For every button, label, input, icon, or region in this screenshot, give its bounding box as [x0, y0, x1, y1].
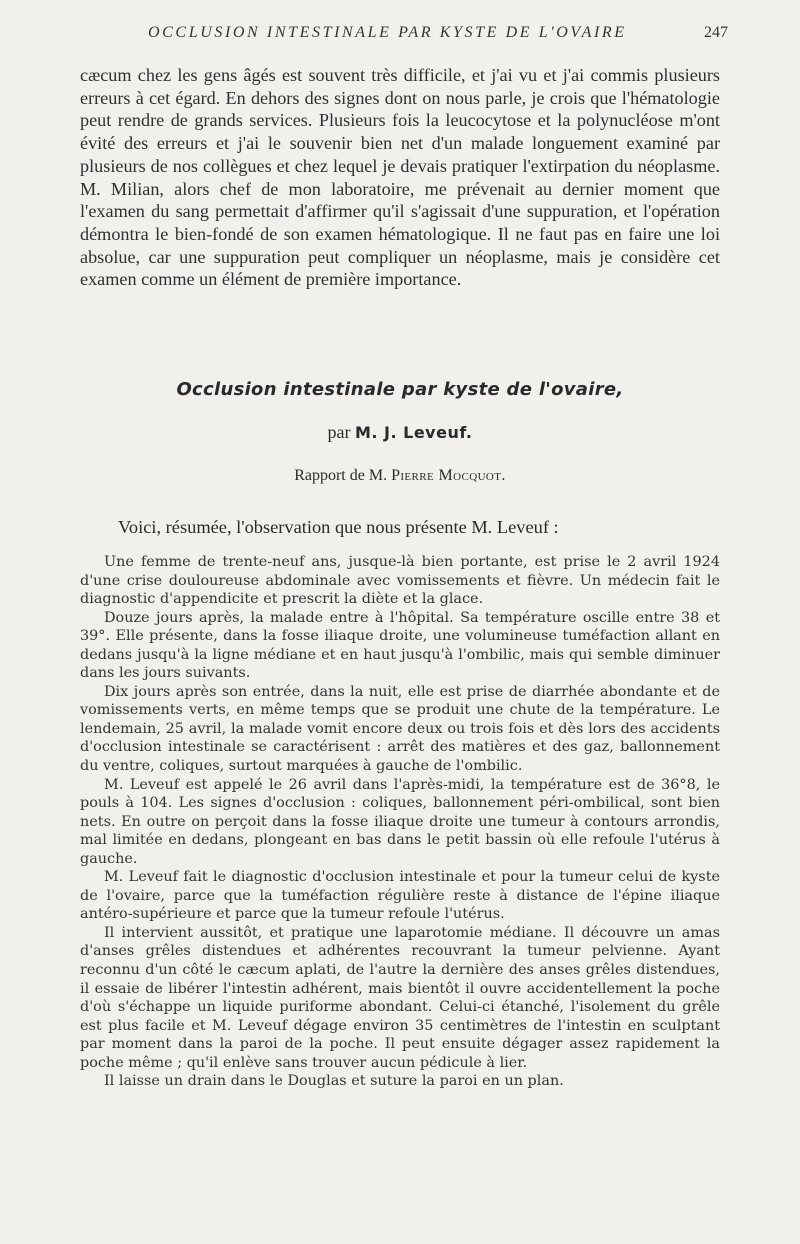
intro-paragraph-text: cæcum chez les gens âgés est souvent très difficile, et j'ai vu et j'ai commis plusieurs erreurs à cet égard. En dehors des signes dont on nous parle, je crois que l'hématologie peut rendre de grands services. Plusieurs fois la leucocytose et la polynucléose m'ont évité des erreurs et j'ai le souvenir bien net d'un malade longuement examiné par plusieurs de nos collègues et chez lequel je devais pratiquer l'extirpation du néoplasme. M. Milian, alors chef de mon laboratoire, me prévenait au dernier moment que l'examen du sang permettait d'affirmer qu'il s'agissait d'une suppuration, et l'opération démontra le bien-fondé de son examen hématologique. Il ne faut pas en faire une loi absolue, car une suppuration peut compliquer un néoplasme, mais je considère cet examen comme un élément de première importance.: [80, 65, 720, 290]
case-paragraph: Une femme de trente-neuf ans, jusque-là bien portante, est prise le 2 avril 1924 d'une crise douloureuse abdominale avec vomissements et fièvre. Un médecin fait le diagnostic d'appendicite et prescrit la diète et la glace.: [80, 554, 720, 608]
page-number: 247: [704, 24, 728, 41]
case-paragraph: Il laisse un drain dans le Douglas et suture la paroi en un plan.: [104, 1073, 564, 1090]
case-paragraph: M. Leveuf est appelé le 26 avril dans l'après-midi, la température est de 36°8, le pouls à 104. Les signes d'occlusion : coliques, ballonnement péri-ombilical, sont bien nets. En outre on perçoit dans la fosse iliaque droite une tumeur à contours arrondis, mal limitée en dedans, plongeant en bas dans le petit bassin où elle refoule l'utérus à gauche.: [80, 776, 720, 867]
case-paragraph: M. Leveuf fait le diagnostic d'occlusion intestinale et pour la tumeur celui de kyste de l'ovaire, parce que la tuméfaction régulière reste à distance de l'épine iliaque antéro-supérieure et parce que la tumeur refoule l'utérus.: [80, 869, 720, 923]
report-prefix: Rapport de M.: [294, 467, 388, 484]
report-line: [0, 467, 800, 485]
case-paragraph: Dix jours après son entrée, dans la nuit, elle est prise de diarrhée abondante et de vomissements verts, en même temps que se produit une chute de la température. Le lendemain, 25 avril, la malade vomit encore deux ou trois fois et dès lors des accidents d'occlusion intestinale se caractérisent : arrêt des matières et des gaz, ballonnement du ventre, coliques, surtout marquées à gauche de l'ombilic.: [80, 683, 720, 775]
case-paragraph: Il intervient aussitôt, et pratique une laparotomie médiane. Il découvre un amas d'anses grêles distendues et adhérentes recouvrant la tumeur pelvienne. Ayant reconnu d'un côté le cæcum aplati, de l'autre la dernière des anses grêles distendues, il essaie de libérer l'intestin adhérent, mais bientôt il ouvre accidentellement la poche d'où s'échappe un liquide puriforme abondant. Celui-ci étanché, l'isolement du grêle est plus facile et M. Leveuf dégage environ 35 centimètres de l'intestin en sculptant par moment dans la paroi de la poche. Il peut ensuite dégager assez rapidement la poche même ; qu'il enlève sans trouver aucun pédicule à lier.: [80, 924, 720, 1071]
lead-sentence: Voici, résumée, l'observation que nous présente M. Leveuf :: [118, 517, 559, 537]
intro-paragraph: [80, 64, 720, 291]
running-title: OCCLUSION INTESTINALE PAR KYSTE DE L'OVAIRE: [148, 24, 627, 41]
case-paragraph: Douze jours après, la malade entre à l'hôpital. Sa température oscille entre 38 et 39°. Elle présente, dans la fosse iliaque droite, une volumineuse tuméfaction allant en dedans jusqu'à la ligne médiane et en haut jusqu'à l'ombilic, mais qui semble diminuer dans les jours suivants.: [80, 609, 720, 682]
byline-prefix: par: [327, 422, 351, 442]
rapporteur-name: Pierre Mocquot.: [391, 467, 506, 484]
author-name: M. J. Leveuf.: [354, 423, 473, 442]
article-title: Occlusion intestinale par kyste de l'ovaire,: [176, 379, 624, 400]
byline: [0, 422, 800, 443]
case-report: [80, 553, 720, 1091]
